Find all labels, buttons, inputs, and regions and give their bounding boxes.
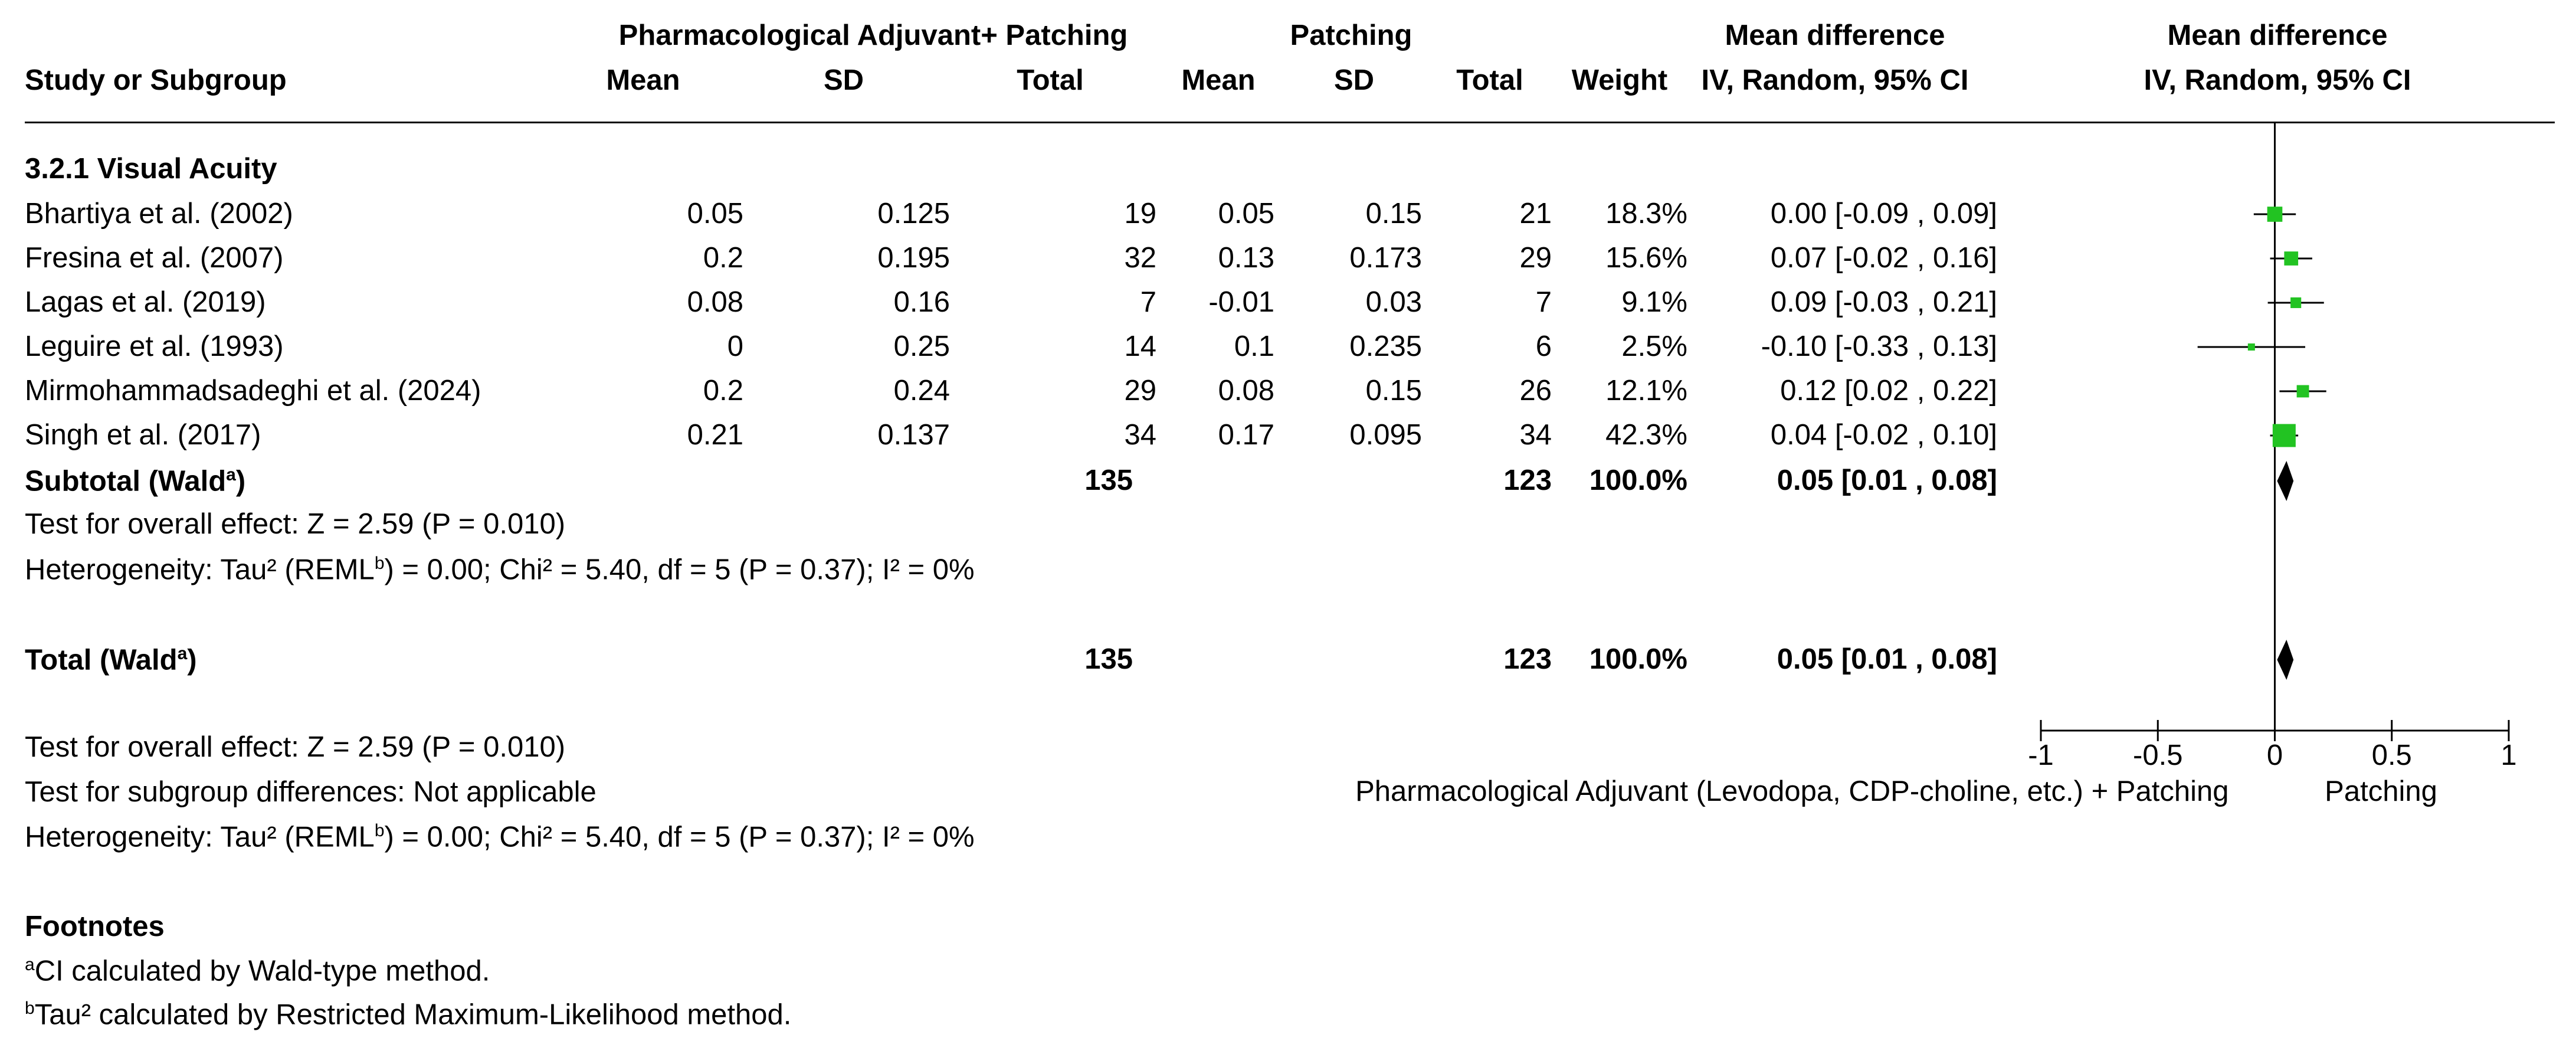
- exp-sd-header: SD: [823, 64, 864, 96]
- ci: -0.10 [-0.33 , 0.13]: [1761, 330, 1997, 362]
- ci: 0.07 [-0.02 , 0.16]: [1770, 242, 1997, 274]
- footnote-a: $^a$CI calculated by Wald-type method.: [25, 955, 490, 987]
- ctl-total-header: Total: [1456, 64, 1523, 96]
- md-title-header: Mean difference: [1725, 19, 1945, 51]
- ctl-sd: 0.235: [1349, 330, 1422, 362]
- total-label: Total (Wald$^a$): [25, 644, 197, 676]
- weight-header: Weight: [1571, 64, 1668, 96]
- weight: 18.3%: [1605, 198, 1687, 230]
- subtotal-overall-effect: Test for overall effect: Z = 2.59 (P = 0.010): [25, 508, 566, 540]
- exp-sd: 0.16: [893, 286, 950, 318]
- ctl-mean: 0.08: [1218, 375, 1274, 407]
- ci: 0.12 [0.02 , 0.22]: [1780, 375, 1997, 407]
- ctl-total: 21: [1519, 198, 1552, 230]
- plot-method-header: IV, Random, 95% CI: [2144, 64, 2411, 96]
- exp-total: 29: [1124, 375, 1156, 407]
- ctl-mean: 0.05: [1218, 198, 1274, 230]
- ctl-mean: -0.01: [1208, 286, 1274, 318]
- footnote-a-marker: a: [25, 955, 35, 974]
- subtotal-weight: 100.0%: [1589, 464, 1687, 496]
- exp-total: 19: [1124, 198, 1156, 230]
- study-name: Fresina et al. (2007): [25, 242, 284, 274]
- ctl-sd: 0.173: [1349, 242, 1422, 274]
- study-effect-marker: [2267, 207, 2283, 222]
- exp-group-header: Pharmacological Adjuvant+ Patching: [618, 19, 1128, 51]
- footnote-b-marker: b: [25, 999, 35, 1018]
- total-footnote-marker: a: [177, 644, 188, 663]
- total-heterogeneity: Heterogeneity: Tau² $(REML^b) = 0.00$; Chi² = 5.40, df = 5 (P = 0.37); I² = 0%: [25, 821, 975, 853]
- ctl-sd: 0.15: [1365, 198, 1422, 230]
- subtotal-het-footnote-marker: b: [374, 554, 385, 573]
- header-rule: [25, 122, 2555, 123]
- ctl-sd: 0.15: [1365, 375, 1422, 407]
- favours-left-label: Pharmacological Adjuvant (Levodopa, CDP-choline, etc.) + Patching: [1355, 775, 2229, 807]
- x-axis-tick-label: 0: [2266, 739, 2283, 771]
- ctl-sd: 0.095: [1349, 419, 1422, 451]
- ctl-total: 6: [1535, 330, 1552, 362]
- ctl-mean-header: Mean: [1181, 64, 1256, 96]
- exp-mean: 0.08: [687, 286, 743, 318]
- ctl-sd: 0.03: [1365, 286, 1422, 318]
- exp-total: 7: [1140, 286, 1156, 318]
- ctl-mean: 0.1: [1234, 330, 1274, 362]
- study-effect-marker: [2273, 424, 2296, 447]
- exp-mean: 0.2: [703, 375, 743, 407]
- exp-total-header: Total: [1017, 64, 1084, 96]
- study-name: Bhartiya et al. (2002): [25, 198, 293, 230]
- plot-title-header: Mean difference: [2167, 19, 2388, 51]
- study-effect-marker: [2248, 343, 2255, 351]
- total-weight: 100.0%: [1589, 643, 1687, 675]
- ctl-mean: 0.17: [1218, 419, 1274, 451]
- x-axis-tick-label: -1: [2028, 739, 2054, 771]
- study-effect-marker: [2290, 297, 2301, 308]
- exp-total: 32: [1124, 242, 1156, 274]
- study-effect-marker: [2297, 385, 2309, 398]
- exp-mean: 0: [727, 330, 743, 362]
- exp-mean: 0.05: [687, 198, 743, 230]
- x-axis-tick-label: -0.5: [2133, 739, 2183, 771]
- total-ci: 0.05 [0.01 , 0.08]: [1777, 643, 1997, 675]
- x-axis-tick-label: 0.5: [2371, 739, 2412, 771]
- exp-mean-header: Mean: [606, 64, 680, 96]
- md-method-header: IV, Random, 95% CI: [1701, 64, 1969, 96]
- subtotal-heterogeneity: Heterogeneity: Tau² $(REML^b) = 0.00$; Chi² = 5.40, df = 5 (P = 0.37); I² = 0%: [25, 554, 975, 586]
- exp-sd: 0.195: [877, 242, 950, 274]
- ctl-total: 7: [1535, 286, 1552, 318]
- ctrl-group-header: Patching: [1290, 19, 1412, 51]
- subgroup-label: 3.2.1 Visual Acuity: [25, 153, 277, 185]
- subtotal-footnote-marker: a: [226, 465, 236, 485]
- footnotes-title: Footnotes: [25, 911, 165, 942]
- ci: 0.09 [-0.03 , 0.21]: [1770, 286, 1997, 318]
- weight: 12.1%: [1605, 375, 1687, 407]
- total-subgroup-differences: Test for subgroup differences: Not applicable: [25, 776, 597, 808]
- subtotal-label: Subtotal (Wald$^a$): [25, 465, 246, 497]
- weight: 9.1%: [1621, 286, 1687, 318]
- weight: 15.6%: [1605, 242, 1687, 274]
- ctl-total: 29: [1519, 242, 1552, 274]
- exp-total: 34: [1124, 419, 1156, 451]
- exp-sd: 0.25: [893, 330, 950, 362]
- total-het-footnote-marker: b: [374, 821, 385, 840]
- ctl-sd-header: SD: [1333, 64, 1375, 96]
- favours-right-label: Patching: [2325, 775, 2437, 807]
- study-name: Mirmohammadsadeghi et al. (2024): [25, 375, 481, 407]
- subtotal-exp-total: 135: [1084, 464, 1133, 496]
- subtotal-ctl-total: 123: [1503, 464, 1552, 496]
- exp-mean: 0.21: [687, 419, 743, 451]
- subtotal-ci: 0.05 [0.01 , 0.08]: [1777, 464, 1997, 496]
- total-ctl-total: 123: [1503, 643, 1552, 675]
- exp-sd: 0.24: [893, 375, 950, 407]
- weight: 2.5%: [1621, 330, 1687, 362]
- study-name: Leguire et al. (1993): [25, 330, 284, 362]
- total-overall-effect: Test for overall effect: Z = 2.59 (P = 0.010): [25, 731, 566, 763]
- study-column-header: Study or Subgroup: [25, 64, 287, 96]
- exp-mean: 0.2: [703, 242, 743, 274]
- ci: 0.04 [-0.02 , 0.10]: [1770, 419, 1997, 451]
- exp-sd: 0.125: [877, 198, 950, 230]
- weight: 42.3%: [1605, 419, 1687, 451]
- exp-total: 14: [1124, 330, 1156, 362]
- ctl-mean: 0.13: [1218, 242, 1274, 274]
- ctl-total: 26: [1519, 375, 1552, 407]
- ci: 0.00 [-0.09 , 0.09]: [1770, 198, 1997, 230]
- study-name: Lagas et al. (2019): [25, 286, 266, 318]
- study-name: Singh et al. (2017): [25, 419, 261, 451]
- total-exp-total: 135: [1084, 643, 1133, 675]
- pooled-effect-diamond: [2277, 461, 2293, 501]
- ctl-total: 34: [1519, 419, 1552, 451]
- exp-sd: 0.137: [877, 419, 950, 451]
- x-axis-tick-label: 1: [2500, 739, 2517, 771]
- footnote-b: $^b$Tau² calculated by Restricted Maximum-Likelihood method.: [25, 999, 792, 1031]
- study-effect-marker: [2284, 251, 2298, 266]
- pooled-effect-diamond: [2277, 640, 2293, 680]
